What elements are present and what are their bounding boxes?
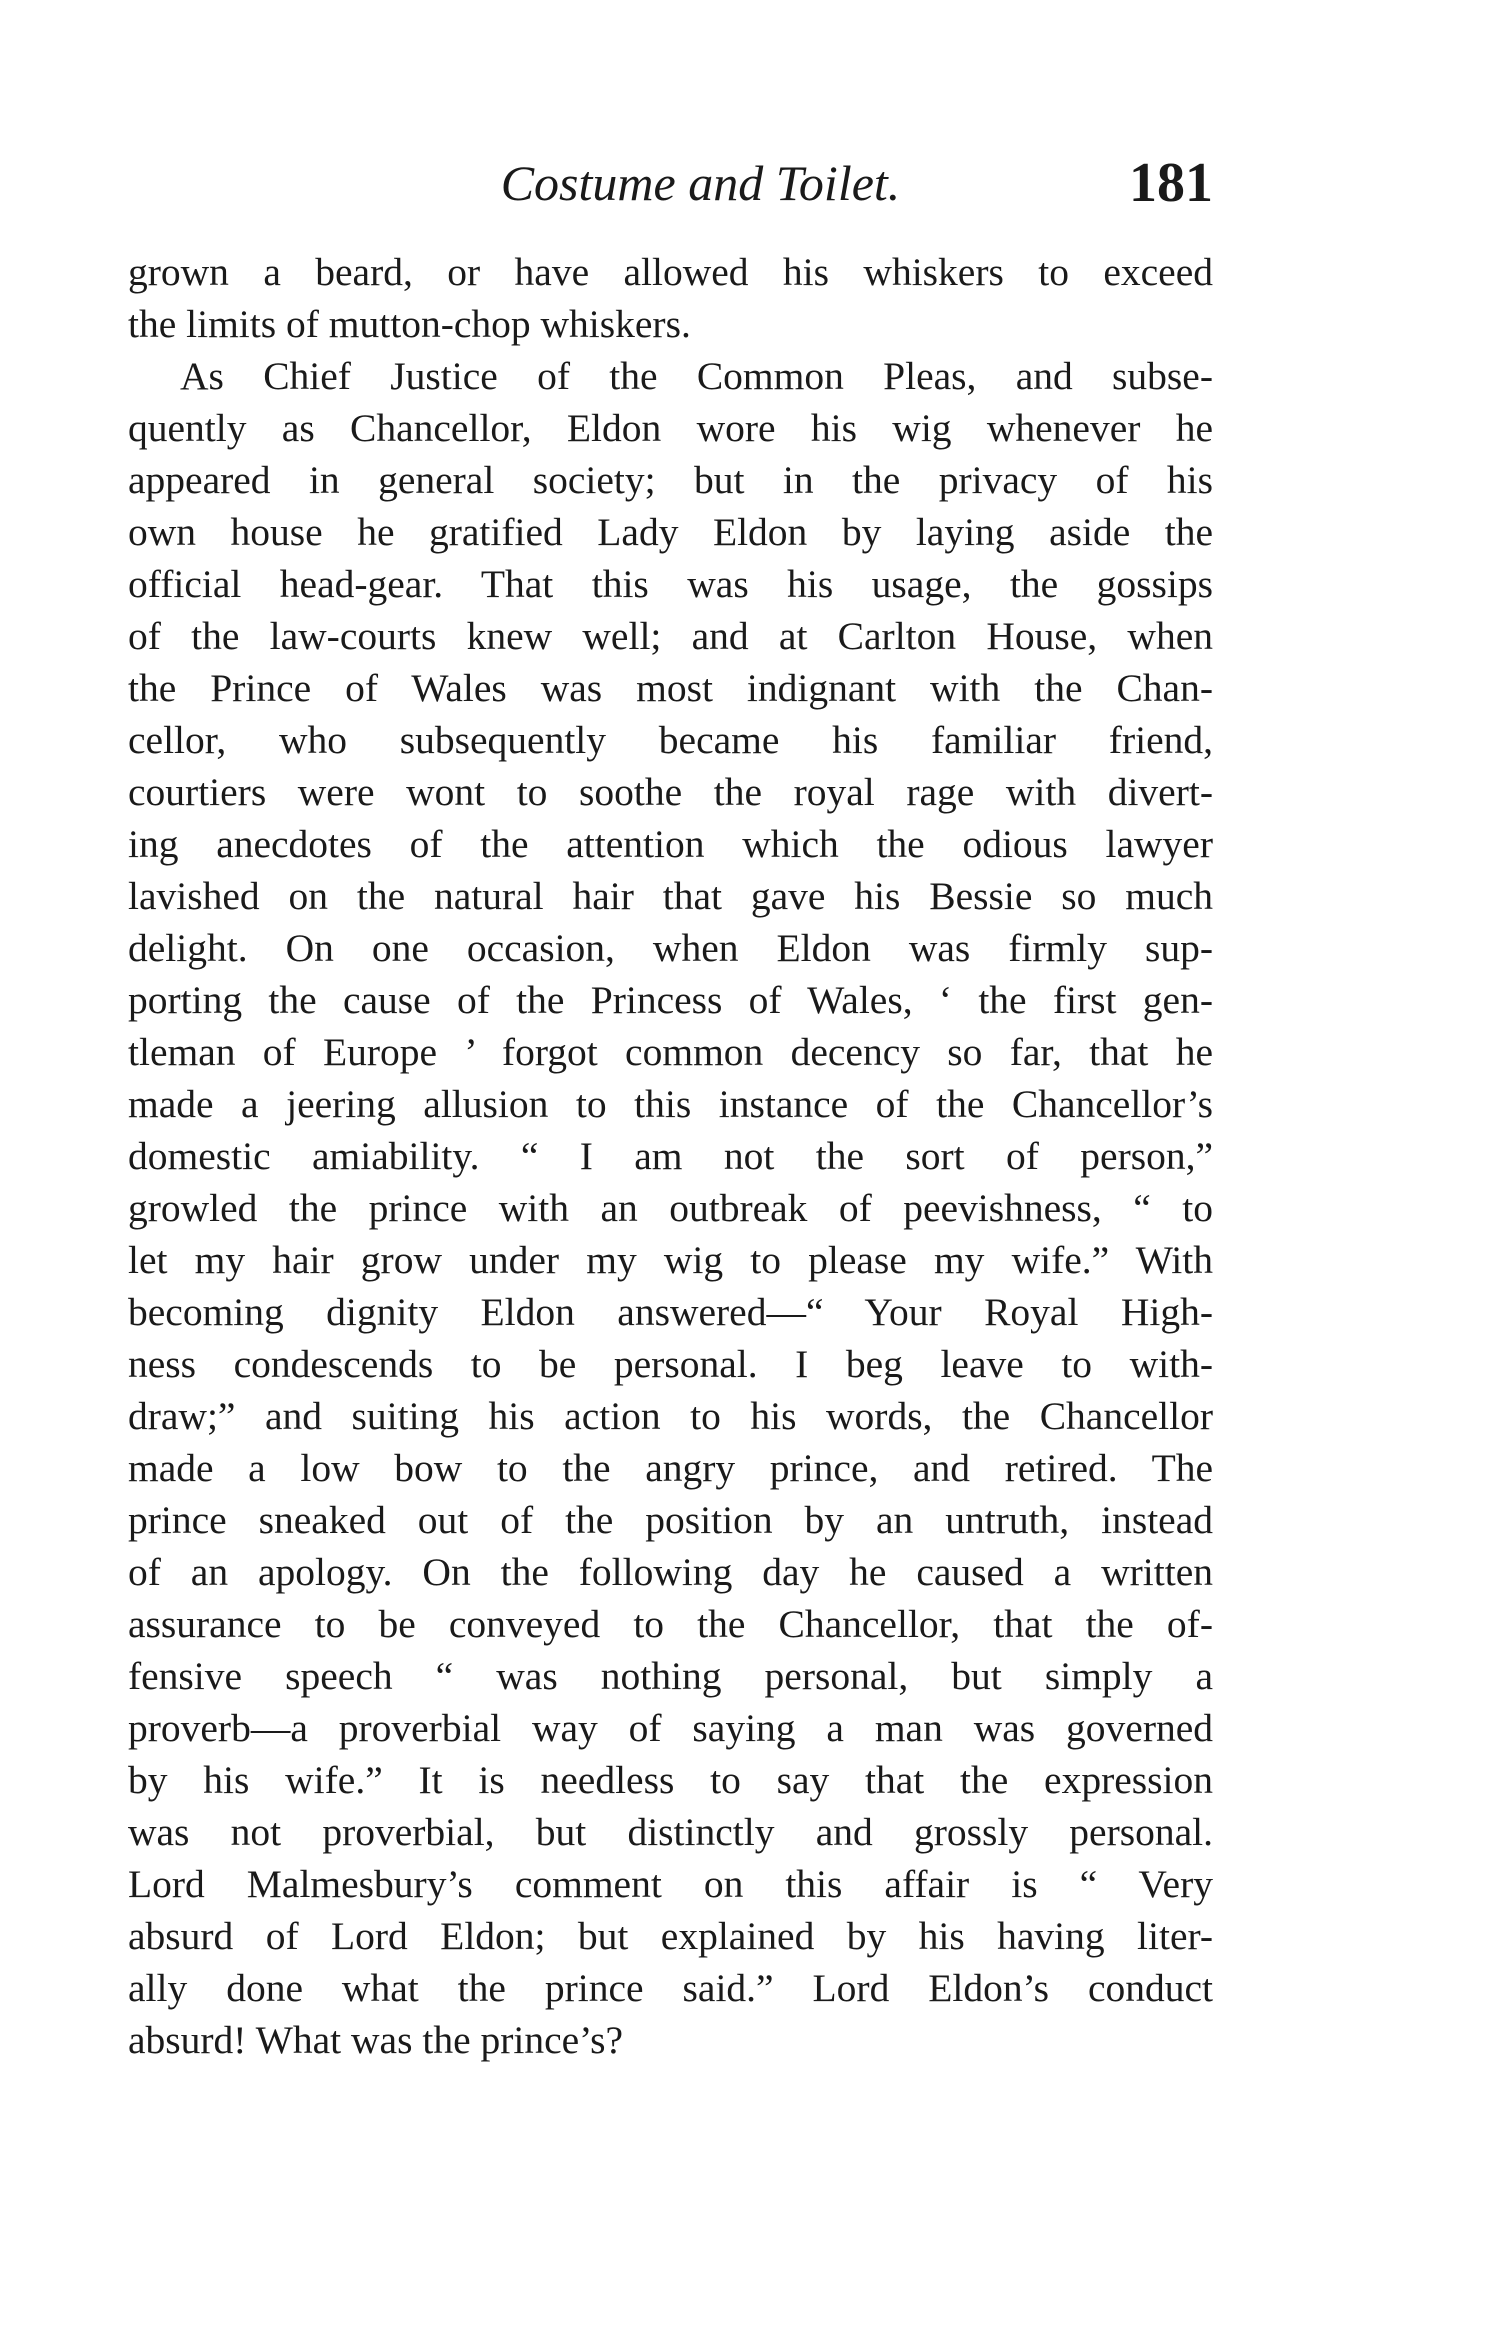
paragraph xyxy=(128,350,1213,2066)
text-line: of an apology. On the following day he caused a written xyxy=(128,1550,1213,1594)
text-line: own house he gratified Lady Eldon by laying aside the xyxy=(128,510,1213,554)
text-line: the Prince of Wales was most indignant with the Chan- xyxy=(128,666,1213,710)
text-line: assurance to be conveyed to the Chancellor, that the of- xyxy=(128,1602,1213,1646)
text-line: absurd of Lord Eldon; but explained by his having liter- xyxy=(128,1914,1213,1958)
text-line: proverb—a proverbial way of saying a man was governed xyxy=(128,1706,1213,1750)
running-title: Costume and Toilet. xyxy=(500,155,901,211)
body-text xyxy=(128,246,1213,2066)
text-line: was not proverbial, but distinctly and grossly personal. xyxy=(128,1810,1213,1854)
page-header xyxy=(128,148,1213,218)
text-line: made a low bow to the angry prince, and retired. The xyxy=(128,1446,1213,1490)
text-line: tleman of Europe ’ forgot common decency so far, that he xyxy=(128,1030,1213,1074)
page-number: 181 xyxy=(1129,152,1213,214)
text-line: quently as Chancellor, Eldon wore his wig whenever he xyxy=(128,406,1213,450)
text-line: ally done what the prince said.” Lord Eldon’s conduct xyxy=(128,1966,1213,2010)
text-line: becoming dignity Eldon answered—“ Your Royal High- xyxy=(128,1290,1213,1334)
text-line: draw;” and suiting his action to his words, the Chancellor xyxy=(128,1394,1213,1438)
text-line: let my hair grow under my wig to please my wife.” With xyxy=(128,1238,1213,1282)
text-line: prince sneaked out of the position by an untruth, instead xyxy=(128,1498,1213,1542)
text-line: growled the prince with an outbreak of peevishness, “ to xyxy=(128,1186,1213,1230)
text-line: official head-gear. That this was his usage, the gossips xyxy=(128,562,1213,606)
text-line: fensive speech “ was nothing personal, but simply a xyxy=(128,1654,1213,1698)
text-line: delight. On one occasion, when Eldon was firmly sup- xyxy=(128,926,1213,970)
text-line: ness condescends to be personal. I beg leave to with- xyxy=(128,1342,1213,1386)
text-line: domestic amiability. “ I am not the sort of person,” xyxy=(128,1134,1213,1178)
text-line: appeared in general society; but in the privacy of his xyxy=(128,458,1213,502)
text-line: cellor, who subsequently became his familiar friend, xyxy=(128,718,1213,762)
text-line: the limits of mutton-chop whiskers. xyxy=(128,302,691,346)
text-line: As Chief Justice of the Common Pleas, and subse- xyxy=(180,354,1213,398)
text-line: made a jeering allusion to this instance of the Chancellor’s xyxy=(128,1082,1213,1126)
text-line: porting the cause of the Princess of Wales, ‘ the first gen- xyxy=(128,978,1213,1022)
text-line: of the law-courts knew well; and at Carlton House, when xyxy=(128,614,1213,658)
text-line: Lord Malmesbury’s comment on this affair is “ Very xyxy=(128,1862,1213,1906)
text-line: by his wife.” It is needless to say that the expression xyxy=(128,1758,1213,1802)
text-line: ing anecdotes of the attention which the odious lawyer xyxy=(128,822,1213,866)
text-line: courtiers were wont to soothe the royal rage with divert- xyxy=(128,770,1213,814)
text-line: lavished on the natural hair that gave his Bessie so much xyxy=(128,874,1213,918)
text-line: absurd! What was the prince’s? xyxy=(128,2018,624,2062)
text-line: grown a beard, or have allowed his whiskers to exceed xyxy=(128,250,1213,294)
paragraph xyxy=(128,246,1213,350)
